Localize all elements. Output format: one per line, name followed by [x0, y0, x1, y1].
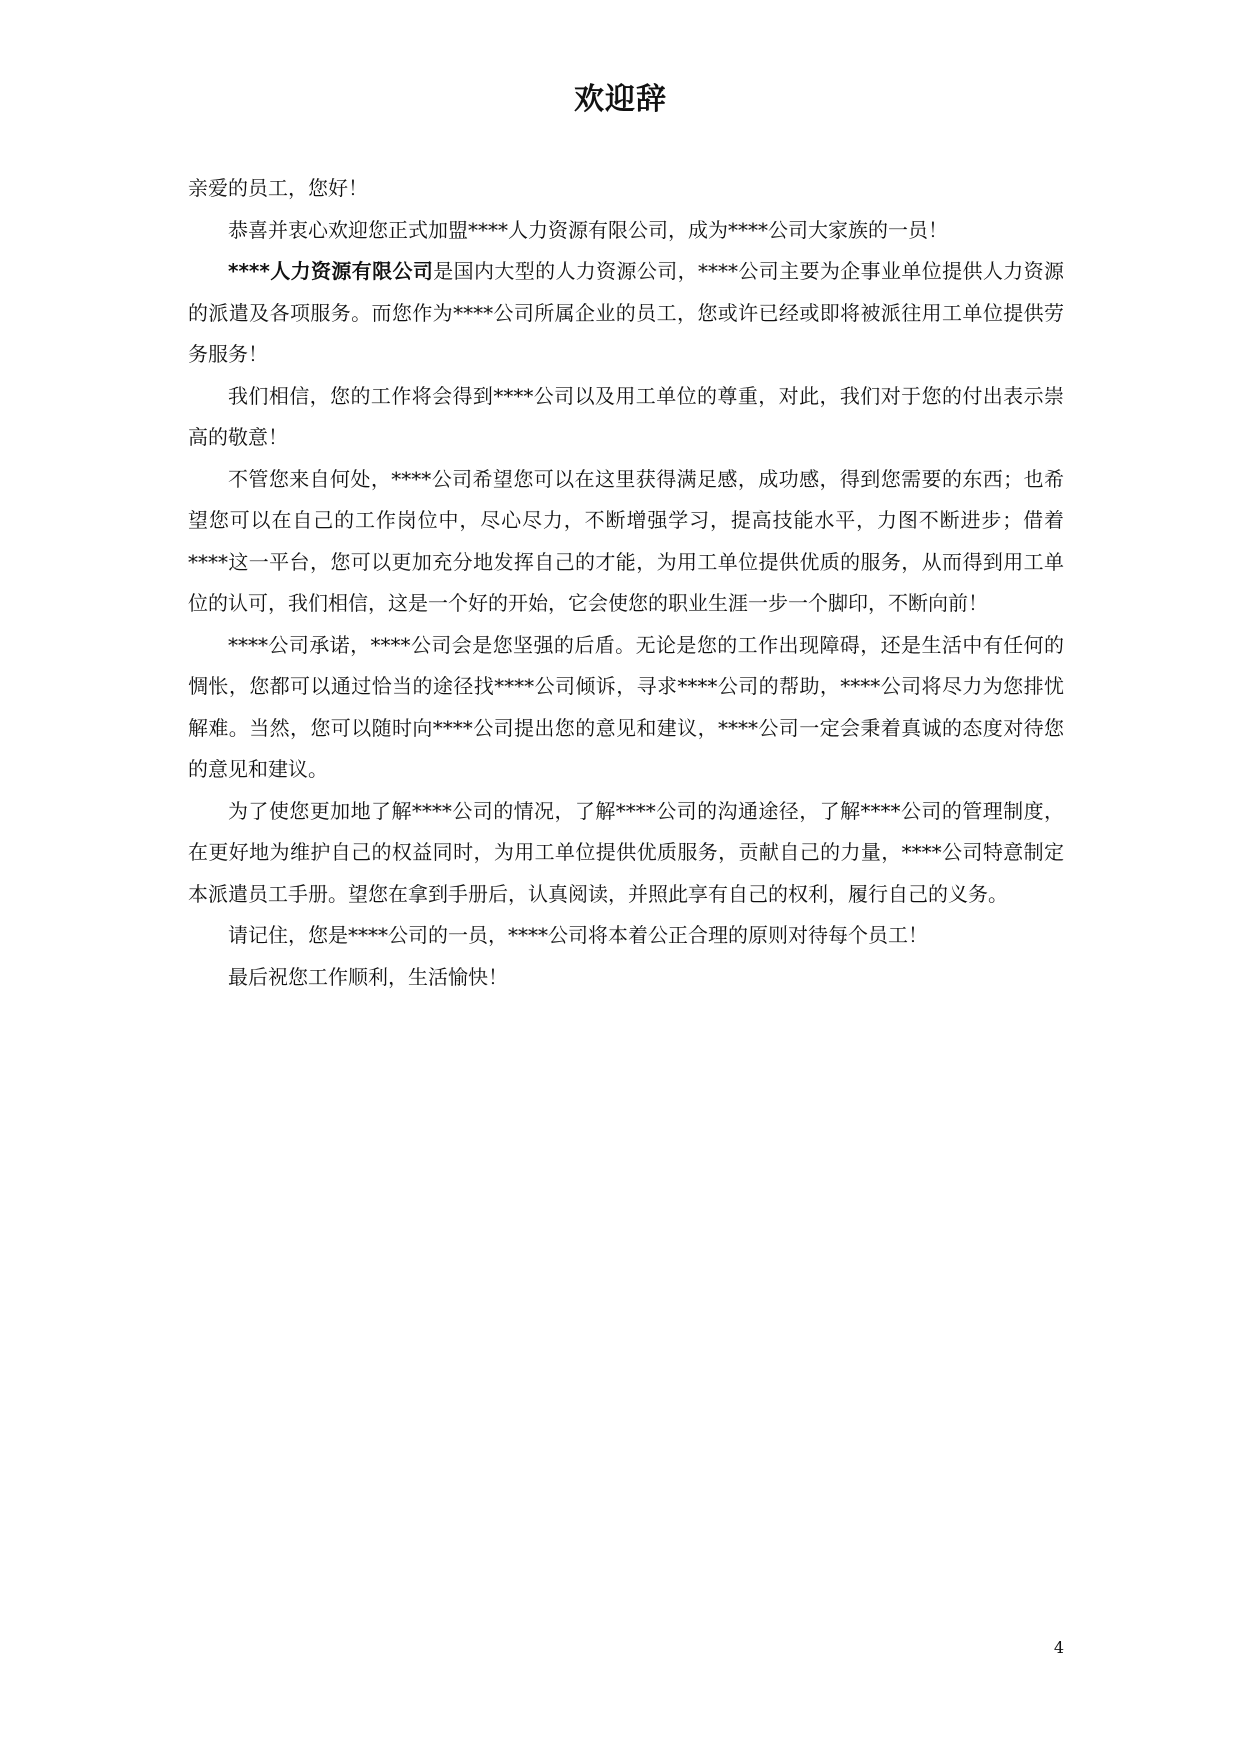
paragraph-respect: 我们相信，您的工作将会得到****公司以及用工单位的尊重，对此，我们对于您的付出表示崇高的敬意！ — [188, 383, 1064, 449]
paragraph-handbook-purpose: 为了使您更加地了解****公司的情况，了解****公司的沟通途径，了解****公司的管理制度，在更好地为维护自己的权益同时，为用工单位提供优质服务，贡献自己的力量，****公司特意制定本派遣员工手册。望您在拿到手册后，认真阅读，并照此享有自己的权利，履行自己的义务。 — [188, 798, 1064, 906]
page-title: 欢迎辞 — [574, 82, 667, 117]
paragraph-closing: 最后祝您工作顺利，生活愉快！ — [228, 964, 508, 989]
document-body — [188, 168, 1064, 998]
company-intro-text: 是国内大型的人力资源公司，****公司主要为企事业单位提供人力资源的派遣及各项服务。而您作为****公司所属企业的员工，您或许已经或即将被派往用工单位提供劳务服务！ — [188, 259, 1065, 366]
paragraph-welcome: 恭喜并衷心欢迎您正式加盟****人力资源有限公司，成为****公司大家族的一员！ — [228, 217, 948, 242]
greeting-line: 亲爱的员工，您好！ — [188, 176, 368, 200]
paragraph-company-intro — [188, 251, 1064, 376]
page-number: 4 — [1053, 1638, 1064, 1657]
paragraph-commitment: ****公司承诺，****公司会是您坚强的后盾。无论是您的工作出现障碍，还是生活中有任何的惆怅，您都可以通过恰当的途径找****公司倾诉，寻求****公司的帮助，****公司将尽力为您排忧解难。当然，您可以随时向****公司提出您的意见和建议，****公司一定会秉着真诚的态度对待您的意见和建议。 — [188, 632, 1064, 781]
paragraph-remember: 请记住，您是****公司的一员，****公司将本着公正合理的原则对待每个员工！ — [228, 923, 928, 947]
company-name-bold: ****人力资源有限公司 — [228, 259, 434, 283]
paragraph-growth: 不管您来自何处，****公司希望您可以在这里获得满足感，成功感，得到您需要的东西；也希望您可以在自己的工作岗位中，尽心尽力，不断增强学习，提高技能水平，力图不断进步；借着****这一平台，您可以更加充分地发挥自己的才能，为用工单位提供优质的服务，从而得到用工单位的认可，我们相信，这是一个好的开始，它会使您的职业生涯一步一个脚印，不断向前！ — [188, 466, 1064, 615]
